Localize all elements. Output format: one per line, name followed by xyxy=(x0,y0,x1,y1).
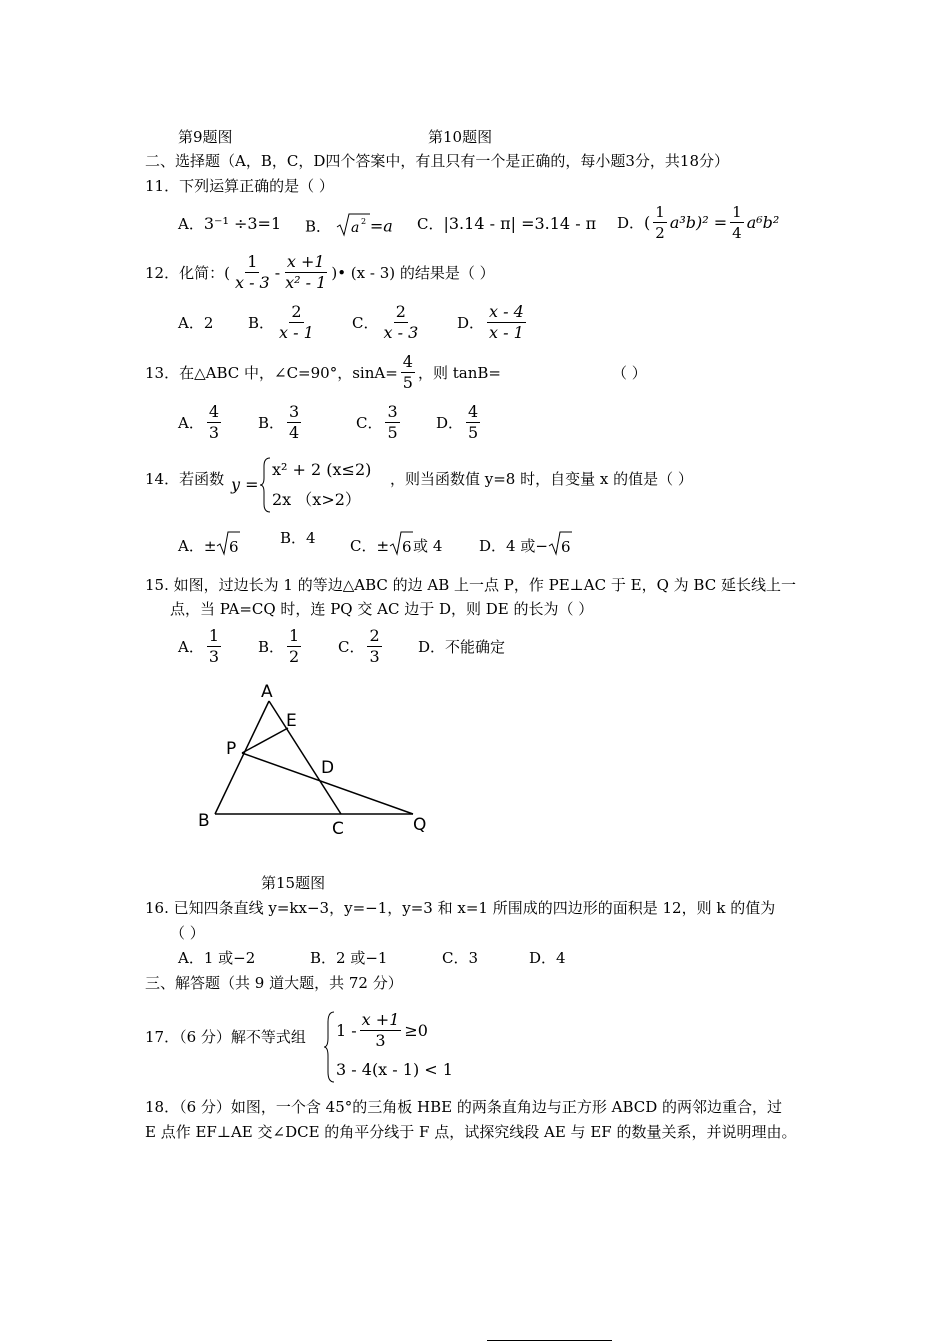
sqrt-symbol-icon xyxy=(336,212,370,243)
q16-option-a: A．1 或−2 xyxy=(178,949,256,967)
svg-text:a: a xyxy=(350,220,360,236)
q15-option-a: A． $\frac{1}{3}$ xyxy=(178,626,220,666)
q14-case2: 2x （x>2） xyxy=(272,490,361,509)
q14-a-radicand: 6 xyxy=(229,538,239,556)
q13-option-d: D． $\frac{4}{5}$ xyxy=(436,402,479,442)
q12-option-b: B． $\frac{2}{x - 1}$ xyxy=(248,302,314,342)
q15-line1: 15. 如图，过边长为 1 的等边△ABC 的边 AB 上一点 P，作 PE⊥AC 于 E，Q 为 BC 延长线上一 xyxy=(145,576,796,594)
svg-text:2: 2 xyxy=(360,217,366,226)
q11-a-label: A． xyxy=(178,215,204,233)
q14-option-c: C．± 6 或 4 xyxy=(350,528,442,556)
q11-b-label: B． xyxy=(305,217,332,236)
fig9-caption: 第9题图 xyxy=(178,128,233,146)
segment-ab xyxy=(215,701,269,814)
footer-divider xyxy=(487,1340,612,1341)
label-a: A xyxy=(261,682,273,702)
q12-frac1: $\frac{1}{x - 3}$ xyxy=(234,252,270,292)
q11-d-frac2: $\frac{1}{4}$ xyxy=(732,203,742,242)
label-q: Q xyxy=(413,815,427,835)
q15-option-d: D．不能确定 xyxy=(418,638,506,656)
q15-line2: 点，当 PA=CQ 时，连 PQ 交 AC 边于 D，则 DE 的长为（ ） xyxy=(170,600,594,618)
label-p: P xyxy=(226,739,237,759)
q13-option-c: C． $\frac{3}{5}$ xyxy=(356,402,398,442)
q11-d-left: a³b)² = xyxy=(669,212,728,232)
q11-d-label: D． xyxy=(617,213,645,232)
q15-triangle-figure xyxy=(190,676,440,841)
label-e: E xyxy=(286,711,297,731)
q12-frac2: $\frac{x +1}{\text{x² - 1}}$ xyxy=(285,252,327,292)
q17-prefix: 17．（6 分）解不等式组 xyxy=(145,1028,306,1046)
segment-pe xyxy=(242,728,288,753)
q11-option-b xyxy=(305,212,393,243)
q11-c-label: C． xyxy=(417,215,444,233)
q13-stem: 13．在△ABC 中，∠C=90°，sinA= $\frac{4}{5}$ ，则 tanB= xyxy=(145,352,501,392)
q14-prefix: 14．若函数 xyxy=(145,470,225,488)
q11-c-expr: |3.14 - π| =3.14 - π xyxy=(443,214,597,233)
q14-suffix: ，则当函数值 y=8 时，自变量 x 的值是（ ） xyxy=(390,470,693,488)
q12-prefix: 12．化简：( xyxy=(145,263,230,282)
sqrt-symbol-icon xyxy=(216,528,240,556)
fig15-caption: 第15题图 xyxy=(261,874,326,892)
label-d: D xyxy=(321,758,335,778)
label-c: C xyxy=(332,819,344,839)
q11-option-c xyxy=(417,214,596,234)
q14-y: y = xyxy=(231,475,259,494)
q13-option-a: A． $\frac{4}{3}$ xyxy=(178,402,220,442)
section3-header: 三、解答题（共 9 道大题，共 72 分） xyxy=(145,974,403,992)
q12-suffix: )• (x - 3) 的结果是（ ） xyxy=(331,263,495,282)
q16-option-b: B．2 或−1 xyxy=(310,949,388,967)
q16-line2: （ ） xyxy=(170,924,205,942)
q14-option-b: B．4 xyxy=(280,529,316,547)
sqrt-symbol-icon xyxy=(548,528,572,556)
q14-case1: x² + 2 (x≤2) xyxy=(272,460,372,479)
fig10-caption: 第10题图 xyxy=(428,128,493,146)
q14-option-d: D．4 或− 6 xyxy=(479,528,572,556)
q11-a-expr: 3⁻¹ ÷3=1 xyxy=(203,214,282,233)
q18-line2: E 点作 EF⊥AE 交∠DCE 的角平分线于 F 点，试探究线段 AE 与 EF 的数量关系，并说明理由。 xyxy=(145,1123,797,1141)
q11-d-right: a⁶b² xyxy=(746,212,780,232)
q13-option-b: B． $\frac{3}{4}$ xyxy=(258,402,300,442)
q16-line1: 16. 已知四条直线 y=kx−3，y=−1，y=3 和 x=1 所围成的四边形的面积是 12，则 k 的值为 xyxy=(145,899,776,917)
q12-option-d: D． $\frac{x - 4}{x - 1}$ xyxy=(457,302,524,342)
q14-c-radicand: 6 xyxy=(402,538,412,556)
q11-stem: 11．下列运算正确的是（ ） xyxy=(145,177,334,195)
q12-option-a: A．2 xyxy=(178,314,214,332)
q11-option-d: D． ( $\frac{1}{2}$ a³b)² = $\frac{1}{4}$ a⁶b² xyxy=(617,203,780,242)
q12-stem xyxy=(145,252,495,293)
section2-header: 二、选择题（A，B，C，D四个答案中，有且只有一个是正确的，每小题3分，共18分） xyxy=(145,152,729,170)
q17-row2: 3 - 4(x - 1) < 1 xyxy=(336,1060,453,1079)
q17-row1: 1 - $\frac{x +1}{3}$ ≥0 xyxy=(336,1010,428,1050)
q14-d-radicand: 6 xyxy=(560,538,571,556)
q16-option-c: C．3 xyxy=(442,949,479,967)
q18-line1: 18．（6 分）如图，一个含 45°的三角板 HBE 的两条直角边与正方形 ABCD 的两邻边重合，过 xyxy=(145,1098,783,1116)
left-brace-icon xyxy=(258,456,272,514)
q15-option-c: C． $\frac{2}{3}$ xyxy=(338,626,380,666)
q12-minus: - xyxy=(274,262,281,282)
q11-option-a xyxy=(178,214,281,234)
q12-option-c: C． $\frac{2}{x - 3}$ xyxy=(352,302,419,342)
q13-paren: （ ） xyxy=(612,364,647,382)
q16-option-d: D．4 xyxy=(529,949,566,967)
q11-b-expr: =a xyxy=(369,216,393,236)
sqrt-symbol-icon xyxy=(389,528,413,556)
q14-option-a: A．± 6 xyxy=(178,528,240,556)
q11-d-frac1: $\frac{1}{2}$ xyxy=(655,203,665,242)
left-brace-icon xyxy=(322,1010,336,1084)
label-b: B xyxy=(198,811,210,831)
q15-option-b: B． $\frac{1}{2}$ xyxy=(258,626,300,666)
